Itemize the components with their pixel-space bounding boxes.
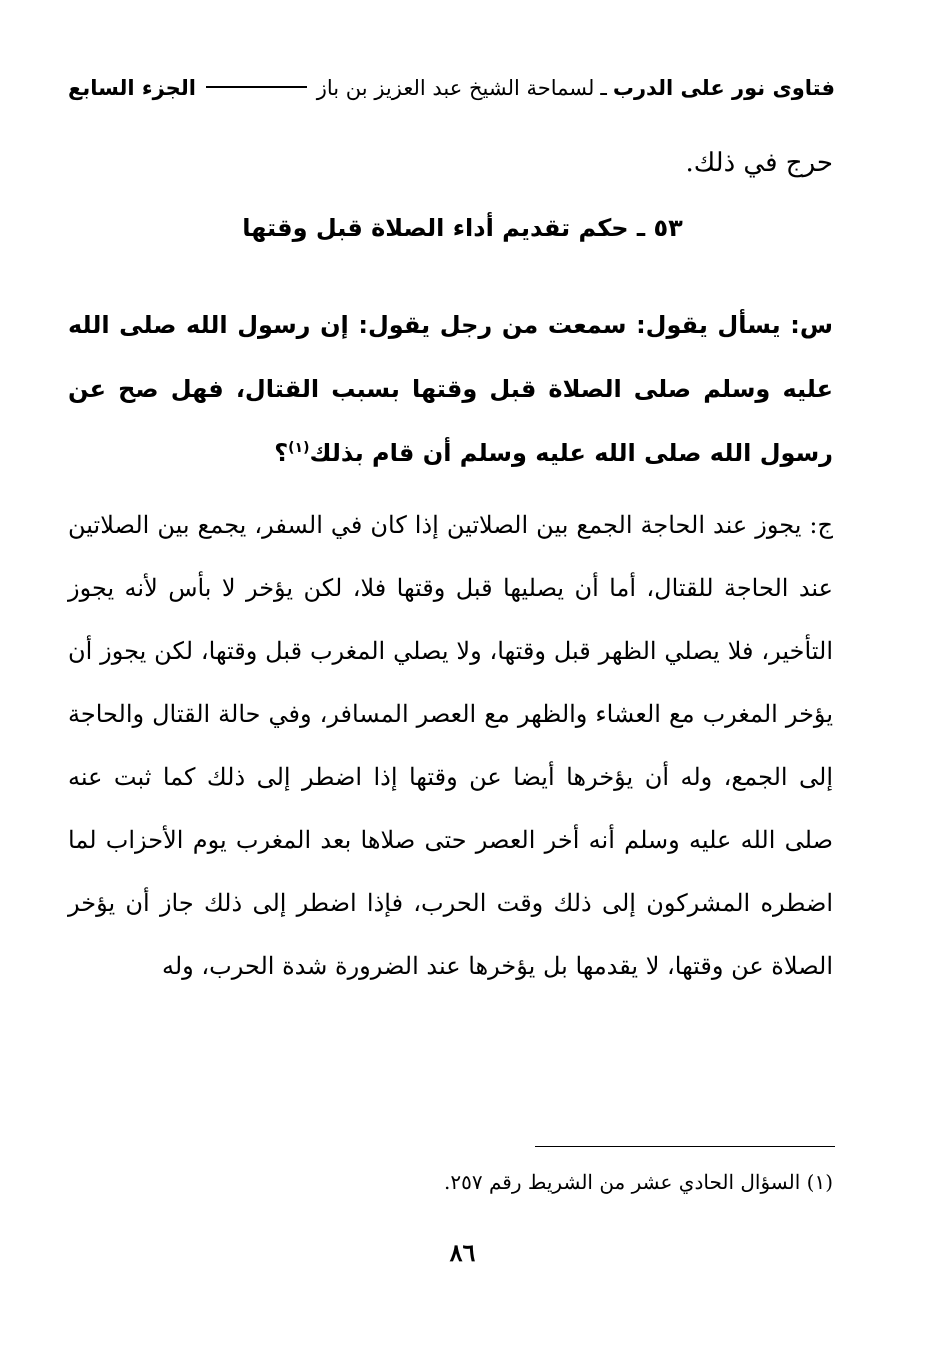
running-header [68,76,835,116]
header-series-title: فتاوى نور على الدرب [612,76,835,100]
header-rule [206,86,307,88]
footnote-separator [535,1146,835,1147]
page-number: ٨٦ [449,1238,476,1267]
footnote: (١) السؤال الحادي عشر من الشريط رقم ٢٥٧. [444,1170,833,1194]
footnote-reference: (١) [288,440,310,456]
question-paragraph [68,293,833,485]
header-volume: الجزء السابع [68,76,196,100]
header-separator: ـ [600,76,607,101]
answer-paragraph: ج: يجوز عند الحاجة الجمع بين الصلاتين إذا كان في السفر، يجمع بين الصلاتين عند الحاجة للقتال، أما أن يصليها قبل وقتها فلا، لكن يؤخر لا بأس لأنه يجوز التأخير، فلا يصلي الظهر قبل وقتها، ولا يصلي المغرب قبل وقتها، لكن يجوز أن يؤخر المغرب مع العشاء والظهر مع العصر المسافر، وفي حالة القتال والحاجة إلى الجمع، وله أن يؤخرها أيضا عن وقتها إذا اضطر إلى ذلك كما ثبت عنه صلى الله عليه وسلم أنه أخر العصر حتى صلاها بعد المغرب يوم الأحزاب لما اضطره المشركون إلى ذلك وقت الحرب، فإذا اضطر إلى ذلك جاز أن يؤخر الصلاة عن وقتها، لا يقدمها بل يؤخرها عند الضرورة شدة الحرب، وله [68,511,833,980]
question-end-mark: ؟ [274,439,289,467]
section-heading: ٥٣ ـ حكم تقديم أداء الصلاة قبل وقتها [242,214,683,242]
carry-over-text: حرج في ذلك. [685,148,833,178]
header-author: لسماحة الشيخ عبد العزيز بن باز [316,76,595,100]
question-text: س: يسأل يقول: سمعت من رجل يقول: إن رسول الله صلى الله عليه وسلم صلى الصلاة قبل وقتها بسبب القتال، فهل صح عن رسول الله صلى الله عليه وسلم أن قام بذلك [68,311,833,467]
